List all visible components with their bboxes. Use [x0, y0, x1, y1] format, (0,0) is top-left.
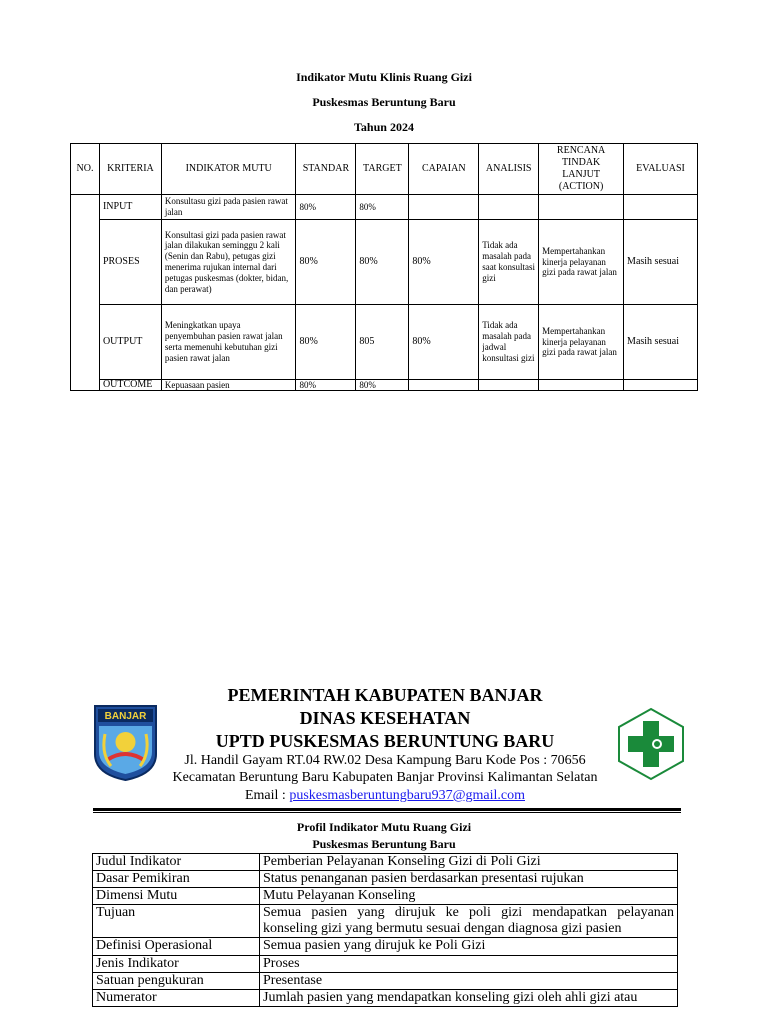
table-row: [93, 871, 678, 888]
capaian-cell: [409, 380, 479, 391]
kop-pemerintah: PEMERINTAH KABUPATEN BANJAR: [227, 685, 543, 705]
target-cell: 80%: [356, 380, 409, 391]
standar-cell: 80%: [296, 195, 356, 220]
profil-key: Tujuan: [93, 905, 260, 938]
rencana-cell: [539, 195, 624, 220]
profil-value: Pemberian Pelayanan Konseling Gizi di Poli Gizi: [260, 854, 678, 871]
indikator-cell: Konsultasi gizi pada pasien rawat jalan dilakukan seminggu 2 kali (Senin dan Rabu), petugas gizi menerima rujukan internal dari petugas puskesmas (dokter, bidan, dan perawat): [161, 220, 296, 305]
email-link[interactable]: puskesmasberuntungbaru937@gmail.com: [289, 788, 525, 803]
kriteria-cell: PROSES: [99, 220, 161, 305]
table-row: [93, 938, 678, 955]
profil-title: Profil Indikator Mutu Ruang Gizi: [296, 820, 472, 834]
kop-email-line: [150, 788, 620, 804]
evaluasi-cell: Masih sesuai: [624, 305, 698, 380]
header-standar: STANDAR: [296, 144, 356, 195]
kop-address: Jl. Handil Gayam RT.04 RW.02 Desa Kampung Baru Kode Pos : 70656: [184, 753, 586, 768]
table-row: [93, 854, 678, 871]
capaian-cell: [409, 195, 479, 220]
table-row: [71, 195, 698, 220]
analisis-cell: Tidak ada masalah pada saat konsultasi gizi: [479, 220, 539, 305]
kop-region: Kecamatan Beruntung Baru Kabupaten Banjar Provinsi Kalimantan Selatan: [172, 770, 598, 785]
target-cell: 80%: [356, 195, 409, 220]
target-cell: 805: [356, 305, 409, 380]
analisis-cell: [479, 380, 539, 391]
profil-value: Proses: [260, 955, 678, 972]
standar-cell: 80%: [296, 220, 356, 305]
profil-key: Jenis Indikator: [93, 955, 260, 972]
table-row: [71, 305, 698, 380]
profil-key: Definisi Operasional: [93, 938, 260, 955]
header-target: TARGET: [356, 144, 409, 195]
indikator-mutu-table: [70, 143, 698, 391]
profil-value: Presentase: [260, 972, 678, 989]
profil-subtitle: Puskesmas Beruntung Baru: [312, 837, 456, 851]
indikator-cell: Konsultasu gizi pada pasien rawat jalan: [161, 195, 296, 220]
kriteria-cell: OUTPUT: [99, 305, 161, 380]
profil-key: Numerator: [93, 989, 260, 1006]
table-row: [93, 955, 678, 972]
analisis-cell: [479, 195, 539, 220]
profil-key: Dimensi Mutu: [93, 888, 260, 905]
header-kriteria: KRITERIA: [99, 144, 161, 195]
banjar-logo-text: BANJAR: [104, 711, 147, 722]
table-header-row: [71, 144, 698, 195]
table-row: [71, 220, 698, 305]
target-cell: 80%: [356, 220, 409, 305]
header-rencana: RENCANA TINDAK LANJUT (ACTION): [539, 144, 624, 195]
kop-divider-thick: [93, 808, 681, 811]
kop-dinas: DINAS KESEHATAN: [299, 708, 471, 728]
evaluasi-cell: [624, 195, 698, 220]
table-row: [93, 989, 678, 1006]
analisis-cell: Tidak ada masalah pada jadwal konsultasi gizi: [479, 305, 539, 380]
evaluasi-cell: Masih sesuai: [624, 220, 698, 305]
indikator-cell: Kepuasaan pasien: [161, 380, 296, 391]
page1-year: Tahun 2024: [354, 120, 414, 134]
no-cell: [71, 195, 100, 391]
table-row: [93, 888, 678, 905]
profil-value: Semua pasien yang dirujuk ke Poli Gizi: [260, 938, 678, 955]
page1-title: Indikator Mutu Klinis Ruang Gizi: [296, 70, 472, 84]
kop-divider-thin: [93, 812, 681, 813]
header-indikator: INDIKATOR MUTU: [161, 144, 296, 195]
profil-key: Satuan pengukuran: [93, 972, 260, 989]
capaian-cell: 80%: [409, 305, 479, 380]
rencana-cell: Mempertahankan kinerja pelayanan gizi pada rawat jalan: [539, 305, 624, 380]
capaian-cell: 80%: [409, 220, 479, 305]
rencana-cell: Mempertahankan kinerja pelayanan gizi pada rawat jalan: [539, 220, 624, 305]
puskesmas-logo-icon: [617, 707, 685, 781]
header-evaluasi: EVALUASI: [624, 144, 698, 195]
profil-value: Semua pasien yang dirujuk ke poli gizi mendapatkan pelayanan konseling gizi yang bermutu sesuai dengan diagnosa gizi pasien: [260, 905, 678, 938]
page1-subtitle: Puskesmas Beruntung Baru: [312, 95, 456, 109]
table-row: [93, 905, 678, 938]
table-row: [71, 380, 698, 391]
kop-uptd: UPTD PUSKESMAS BERUNTUNG BARU: [215, 731, 555, 751]
header-capaian: CAPAIAN: [409, 144, 479, 195]
standar-cell: 80%: [296, 380, 356, 391]
email-label: Email :: [244, 788, 290, 803]
table-row: [93, 972, 678, 989]
kriteria-cell: INPUT: [99, 195, 161, 220]
profil-value: Status penanganan pasien berdasarkan presentasi rujukan: [260, 871, 678, 888]
banjar-logo-icon: [93, 704, 158, 782]
standar-cell: 80%: [296, 305, 356, 380]
rencana-cell: [539, 380, 624, 391]
profil-key: Judul Indikator: [93, 854, 260, 871]
kriteria-cell: OUTCOME: [99, 380, 161, 391]
indikator-cell: Meningkatkan upaya penyembuhan pasien rawat jalan serta memenuhi kebutuhan gizi pasien rawat jalan: [161, 305, 296, 380]
profil-value: Jumlah pasien yang mendapatkan konseling gizi oleh ahli gizi atau: [260, 989, 678, 1006]
profil-indikator-table: [92, 853, 678, 1007]
header-analisis: ANALISIS: [479, 144, 539, 195]
header-no: NO.: [71, 144, 100, 195]
evaluasi-cell: [624, 380, 698, 391]
profil-key: Dasar Pemikiran: [93, 871, 260, 888]
profil-value: Mutu Pelayanan Konseling: [260, 888, 678, 905]
